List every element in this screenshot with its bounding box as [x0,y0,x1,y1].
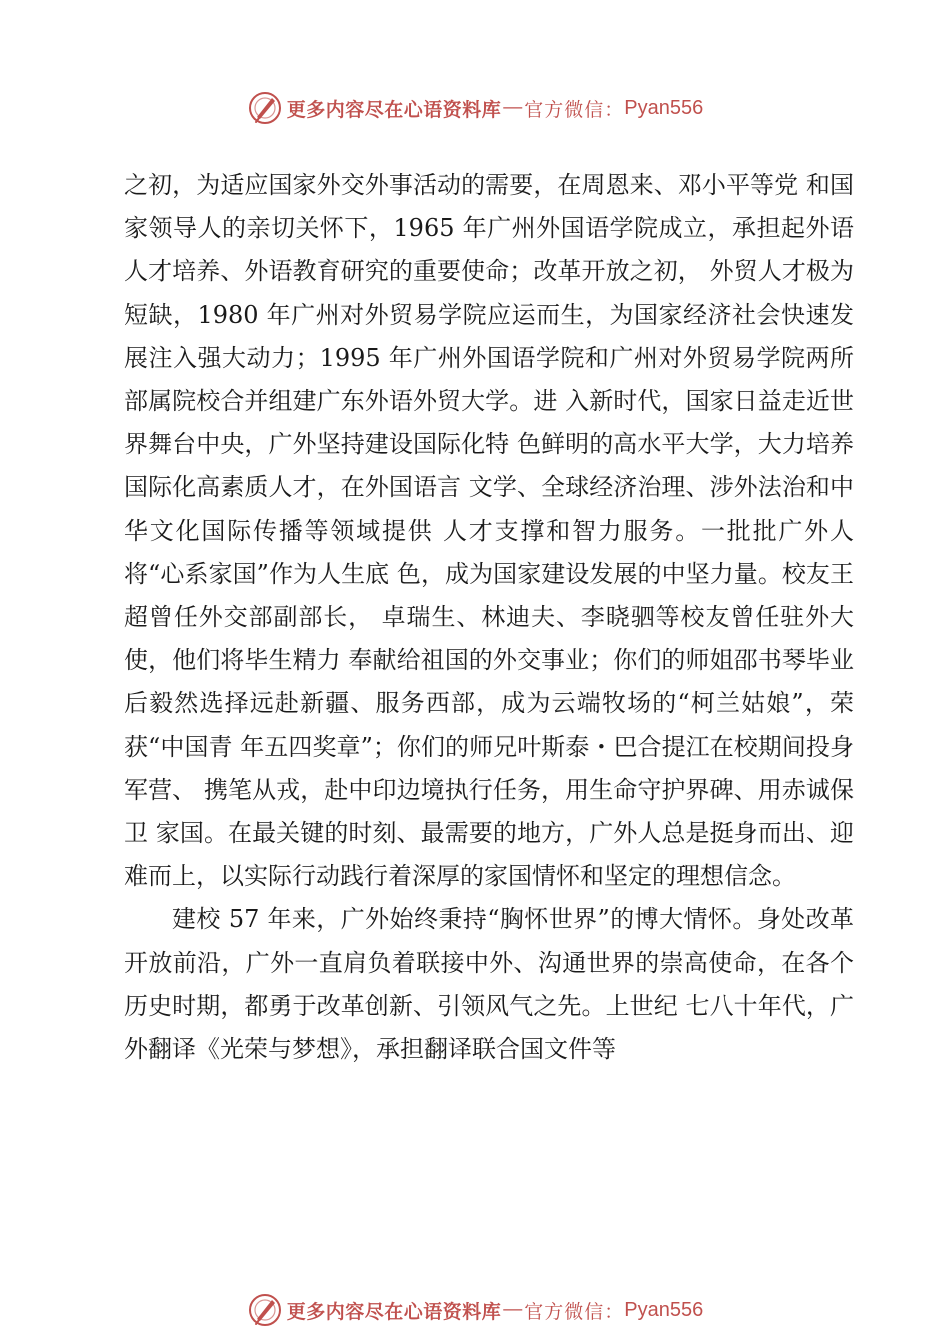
footer-banner [0,1288,950,1332]
quill-logo-icon [247,90,283,126]
footer-separator: — [503,1299,523,1320]
banner-main-text: 更多内容尽在心语资料库 [286,98,502,121]
banner-separator: — [503,97,523,118]
body-paragraph-1: 之初，为适应国家外交外事活动的需要，在周恩来、邓小平等党 和国家领导人的亲切关怀下，1965 年广州外国语学院成立，承担起外语人才培养、外语教育研究的重要使命；改革开放之初， 外贸人才极为短缺，1980 年广州对外贸易学院应运而生，为国家经济社会快速发展注入强大动力；1995 年广州外国语学院和广州对外贸易学院两所部属院校合并组建广东外语外贸大学。进 入新时代，国家日益走近世界舞台中央，广外坚持建设国际化特 色鲜明的高水平大学，大力培养国际化高素质人才，在外国语言 文学、全球经济治理、涉外法治和中华文化国际传播等领域提供 人才支撑和智力服务。一批批广外人将“心系家国”作为人生底 色，成为国家建设发展的中坚力量。校友王超曾任外交部副部长， 卓瑞生、林迪夫、李晓驷等校友曾任驻外大使，他们将毕生精力 奉献给祖国的外交事业；你们的师姐邵书琴毕业后毅然选择远赴新疆、服务西部，成为云端牧场的“柯兰姑娘”，荣获“中国青 年五四奖章”；你们的师兄叶斯泰・巴合提江在校期间投身军营、 携笔从戎，赴中印边境执行任务，用生命守护界碑、用赤诚保卫 家国。在最关键的时刻、最需要的地方，广外人总是挺身而出、迎难而上，以实际行动践行着深厚的家国情怀和坚定的理想信念。 [124,171,854,891]
banner-account: Pyan556 [624,96,704,119]
banner-sub-text: 官方微信： [524,98,625,121]
header-banner [0,86,950,130]
body-paragraph-2: 建校 57 年来，广外始终秉持“胸怀世界”的博大情怀。身处改革开放前沿，广外一直肩负着联接中外、沟通世界的崇高使命，在各个历史时期，都勇于改革创新、引领风气之先。上世纪 七八十年代，广外翻译《光荣与梦想》，承担翻译联合国文件等 [124,905,854,1064]
document-body [124,164,854,1071]
quill-logo-icon [247,1292,283,1328]
footer-main-text: 更多内容尽在心语资料库 [286,1300,502,1323]
footer-sub-text: 官方微信： [524,1300,625,1323]
footer-account: Pyan556 [624,1298,704,1321]
